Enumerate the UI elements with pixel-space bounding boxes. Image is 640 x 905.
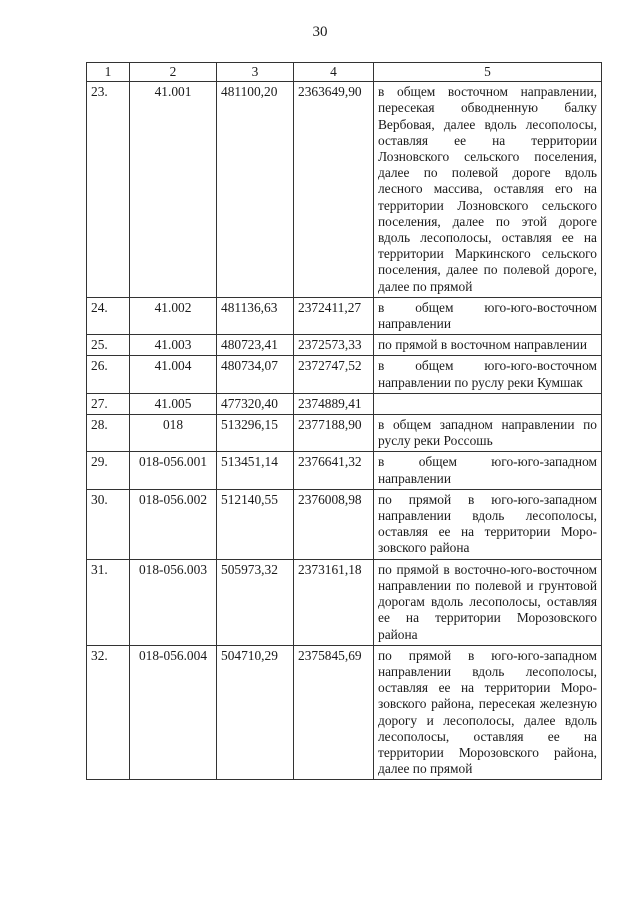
point-code: 018-056.003: [130, 559, 217, 645]
page-number: 30: [312, 24, 328, 40]
row-number: 30.: [87, 489, 130, 559]
boundary-description: по прямой в восточном направлении: [374, 335, 602, 356]
boundary-description: в общем юго-юго-восточном направлении: [374, 297, 602, 334]
table-row: [87, 393, 602, 414]
table-row: [87, 335, 602, 356]
coordinate-y: 2372411,27: [294, 297, 374, 334]
point-code: 018: [130, 415, 217, 452]
coordinate-x: 477320,40: [217, 393, 294, 414]
table-row: [87, 82, 602, 298]
coordinate-y: 2376008,98: [294, 489, 374, 559]
coordinate-x: 505973,32: [217, 559, 294, 645]
row-number: 29.: [87, 452, 130, 489]
row-number: 27.: [87, 393, 130, 414]
coordinate-x: 481136,63: [217, 297, 294, 334]
table-row: [87, 489, 602, 559]
header-cell-5: 5: [374, 63, 602, 82]
boundary-description: в общем юго-юго-западном направлении: [374, 452, 602, 489]
table-row: [87, 559, 602, 645]
table-row: [87, 415, 602, 452]
coordinate-x: 480723,41: [217, 335, 294, 356]
point-code: 41.004: [130, 356, 217, 393]
row-number: 31.: [87, 559, 130, 645]
boundary-description: по прямой в юго-юго-западном направлении вдоль лесополосы, оставляя ее на территории Морозовского района: [374, 489, 602, 559]
boundary-description: по прямой в восточно-юго-восточном направлении по полевой и грунтовой дорогам вдоль лесополосы, оставляя ее на территории Морозовского района: [374, 559, 602, 645]
row-number: 26.: [87, 356, 130, 393]
point-code: 41.002: [130, 297, 217, 334]
header-cell-1: 1: [87, 63, 130, 82]
table-row: [87, 297, 602, 334]
coordinate-y: 2375845,69: [294, 645, 374, 780]
boundary-description: в общем юго-юго-восточном направлении по руслу реки Кумшак: [374, 356, 602, 393]
coordinate-y: 2372573,33: [294, 335, 374, 356]
coordinate-y: 2373161,18: [294, 559, 374, 645]
row-number: 28.: [87, 415, 130, 452]
row-number: 24.: [87, 297, 130, 334]
point-code: 41.005: [130, 393, 217, 414]
coordinate-y: 2374889,41: [294, 393, 374, 414]
point-code: 018-056.002: [130, 489, 217, 559]
table-row: [87, 645, 602, 780]
boundary-description: [374, 393, 602, 414]
point-code: 41.001: [130, 82, 217, 298]
coordinate-y: 2372747,52: [294, 356, 374, 393]
boundary-description: в общем восточном направлении, пересекая обводненную балку Вербовая, далее вдоль лесополосы, оставляя ее на территории Лозновского сельского поселения, далее по полевой дороге вдоль лесного массива, оставляя его на территории Лозновского сельского поселения, далее по этой дороге вдоль лесополосы, оставляя ее на территории Маркинского сельского поселения, далее по полевой дороге, далее по прямой: [374, 82, 602, 298]
point-code: 41.003: [130, 335, 217, 356]
header-cell-4: 4: [294, 63, 374, 82]
coordinate-x: 481100,20: [217, 82, 294, 298]
header-cell-2: 2: [130, 63, 217, 82]
boundary-description: по прямой в юго-юго-западном направлении вдоль лесополосы, оставляя ее на территории Морозовского района, пересекая железную дорогу и лесополосы, далее вдоль лесополосы, оставляя ее на территории Морозовского района, далее по прямой: [374, 645, 602, 780]
row-number: 32.: [87, 645, 130, 780]
coordinate-x: 480734,07: [217, 356, 294, 393]
boundary-description: в общем западном направлении по руслу реки Россошь: [374, 415, 602, 452]
table-body: [87, 82, 602, 780]
coordinate-y: 2377188,90: [294, 415, 374, 452]
row-number: 25.: [87, 335, 130, 356]
boundary-points-table: [86, 62, 602, 780]
header-cell-3: 3: [217, 63, 294, 82]
table-row: [87, 452, 602, 489]
coordinate-x: 513296,15: [217, 415, 294, 452]
row-number: 23.: [87, 82, 130, 298]
point-code: 018-056.004: [130, 645, 217, 780]
table-row: [87, 356, 602, 393]
coordinate-x: 513451,14: [217, 452, 294, 489]
coordinate-y: 2376641,32: [294, 452, 374, 489]
point-code: 018-056.001: [130, 452, 217, 489]
coordinate-x: 504710,29: [217, 645, 294, 780]
coordinate-y: 2363649,90: [294, 82, 374, 298]
coordinate-x: 512140,55: [217, 489, 294, 559]
table-header-row: [87, 63, 602, 82]
